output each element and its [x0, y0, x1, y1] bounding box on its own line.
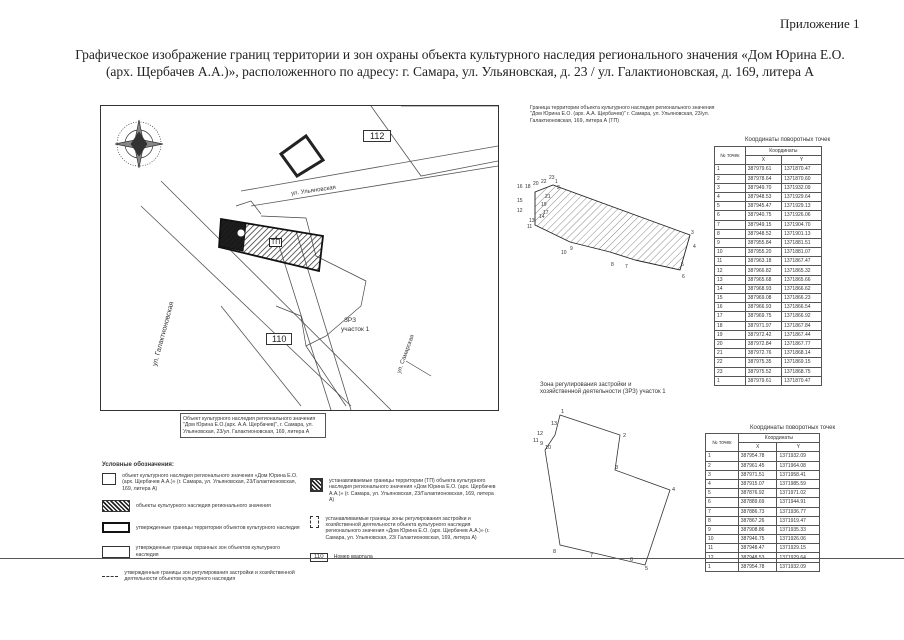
tp-pt-8: 8 [611, 262, 614, 268]
page-divider [0, 558, 904, 559]
tp-pt-13: 13 [529, 218, 535, 224]
tp-pt-5: 5 [681, 262, 684, 268]
street-samarskaya: ул. Самарская [396, 334, 416, 375]
tp-pt-10: 10 [561, 250, 567, 256]
tp-cell-x: 387948.53 [745, 192, 781, 201]
tp-row [715, 174, 822, 183]
tp-row [715, 275, 822, 284]
object-marker [237, 229, 245, 237]
legend-text-6: устанавливаемые границы территории (ТП) объекта культурного наследия регионального значения «Дом Юрина Е.О. (арх. Щербачев А.А.)» (г. Самара, ул. Ульяновская, 23/Галактионовская, 169, литера А) [328, 478, 496, 504]
zrz-cell-no: 2 [706, 461, 739, 470]
tp-cell-x: 387940.75 [745, 211, 781, 220]
zrz-cell-x: 387946.75 [738, 535, 777, 544]
tp-row [715, 330, 822, 339]
block-112-label: 112 [363, 130, 391, 142]
tp-row [715, 202, 822, 211]
zrz-cell-y: 1371958.41 [777, 470, 820, 479]
zrz-col-no: № точек [706, 434, 739, 452]
tp-cell-y: 1371866.62 [782, 284, 822, 293]
tp-cell-no: 16 [715, 303, 746, 312]
legend-item-5 [102, 570, 302, 583]
tp-cell-y: 1371866.23 [782, 294, 822, 303]
tp-cell-y: 1371929.13 [782, 202, 822, 211]
zrz-cell-no: 1 [706, 562, 739, 571]
legend-left [102, 473, 302, 583]
legend-item-1 [102, 473, 302, 492]
tp-cell-no: 15 [715, 294, 746, 303]
zrz-cell-no: 9 [706, 525, 739, 534]
tp-cell-x: 387955.84 [745, 238, 781, 247]
legend-text-8: Номер квартала [333, 554, 373, 561]
tp-cell-no: 23 [715, 367, 746, 376]
zrz-row [706, 525, 820, 534]
tp-cell-y: 1371869.15 [782, 358, 822, 367]
zrz-cell-no: 3 [706, 470, 739, 479]
zrz-pt-10: 10 [545, 445, 552, 451]
tp-cell-no: 2 [715, 174, 746, 183]
zrz-pt-11: 11 [533, 438, 539, 444]
tp-cell-no: 19 [715, 330, 746, 339]
legend-heading: Условные обозначения: [102, 462, 174, 468]
zrz-row [706, 489, 820, 498]
tp-pt-15: 15 [517, 198, 523, 204]
tp-cell-no: 14 [715, 284, 746, 293]
tp-pt-9: 9 [570, 246, 573, 252]
main-map [100, 105, 499, 411]
zrz-cell-no: 6 [706, 498, 739, 507]
tp-pt-19: 19 [541, 202, 547, 208]
tp-cell-y: 1371926.06 [782, 211, 822, 220]
tp-cell-x: 387969.75 [745, 312, 781, 321]
tp-row [715, 339, 822, 348]
legend-text-2: объекты культурного наследия регионального значения [136, 503, 271, 510]
zrz-cell-x: 387867.26 [738, 516, 777, 525]
zrz-cell-x: 387886.73 [738, 507, 777, 516]
zrz-cell-no: 4 [706, 479, 739, 488]
tp-row [715, 257, 822, 266]
tp-cell-x: 387975.35 [745, 358, 781, 367]
legend-swatch-tp [102, 522, 130, 533]
tp-cell-no: 12 [715, 266, 746, 275]
object-callout: Объект культурного наследия регионального значения "Дом Юрина Е.О.(арх. А.А. Щербачев)", г. Самара, ул. Ульяновская, 23/ул. Галактионовская, 169, литера А [180, 413, 326, 438]
zrz-pt-9: 9 [540, 441, 544, 447]
zrz-row [706, 452, 820, 461]
zrz-cell-y: 1371929.64 [777, 553, 820, 562]
tp-pt-12: 12 [517, 208, 523, 214]
zrz-cell-y: 1371985.59 [777, 479, 820, 488]
map-drawing [101, 106, 498, 410]
zrz-cell-x: 387915.07 [738, 479, 777, 488]
tp-cell-no: 5 [715, 202, 746, 211]
tp-pt-20: 20 [533, 181, 539, 187]
tp-pt-22: 22 [541, 179, 547, 185]
zrz-pt-6: 6 [630, 557, 634, 563]
tp-row [715, 284, 822, 293]
tp-cell-y: 1371867.47 [782, 257, 822, 266]
tp-cell-y: 1371932.09 [782, 183, 822, 192]
tp-row [715, 312, 822, 321]
tp-col-x: X [745, 156, 781, 165]
street-galaktionovskaya: ул. Галактионовская [151, 300, 176, 368]
tp-row [715, 266, 822, 275]
zrz-cell-y: 1371919.47 [777, 516, 820, 525]
zrz-cell-y: 1371932.09 [777, 562, 820, 571]
tp-row [715, 248, 822, 257]
zrz-cell-x: 387948.47 [738, 544, 777, 553]
zrz-cell-y: 1371932.09 [777, 452, 820, 461]
compass-rose [115, 120, 163, 168]
legend-swatch-oz [102, 546, 130, 558]
legend-item-4 [102, 545, 302, 558]
tp-cell-no: 8 [715, 229, 746, 238]
zrz-cell-y: 1371944.91 [777, 498, 820, 507]
tp-cell-x: 387969.08 [745, 294, 781, 303]
zrz-col-y: Y [777, 443, 820, 452]
tp-cell-y: 1371868.75 [782, 367, 822, 376]
tp-cell-no: 4 [715, 192, 746, 201]
zrz-pt-8: 8 [553, 549, 557, 555]
zrz-cell-no: 10 [706, 535, 739, 544]
tp-row [715, 192, 822, 201]
zrz-cell-no: 11 [706, 544, 739, 553]
tp-pt-16: 16 [517, 184, 523, 190]
tp-cell-x: 387945.47 [745, 202, 781, 211]
zrz-sub-label: участок 1 [341, 326, 370, 333]
street-ulyanovskaya: ул. Ульяновская [290, 184, 337, 198]
zrz-pt-1: 1 [561, 409, 565, 415]
tp-cell-no: 13 [715, 275, 746, 284]
tp-cell-no: 20 [715, 339, 746, 348]
tp-cell-no: 21 [715, 349, 746, 358]
tp-pt-14: 14 [539, 214, 545, 220]
tp-col-y: Y [782, 156, 822, 165]
zrz-cell-x: 387971.51 [738, 470, 777, 479]
title-line-1: Графическое изображение границ территории и зон охраны объекта культурного наследия регионального значения «Дом Юрина Е.О. [75, 47, 845, 62]
tp-cell-no: 7 [715, 220, 746, 229]
zrz-row [706, 516, 820, 525]
zrz-cell-y: 1371929.15 [777, 544, 820, 553]
zrz-pt-13: 13 [551, 421, 558, 427]
tp-cell-y: 1371904.70 [782, 220, 822, 229]
tp-cell-y: 1371868.14 [782, 349, 822, 358]
legend-swatch-zrz [102, 576, 118, 577]
zrz-diagram [525, 405, 695, 575]
block-110-label: 110 [266, 333, 292, 345]
zrz-pt-3: 3 [615, 465, 619, 471]
tp-row [715, 321, 822, 330]
tp-cell-y: 1371865.66 [782, 275, 822, 284]
zrz-row [706, 479, 820, 488]
zrz-cell-y: 1371935.33 [777, 525, 820, 534]
tp-cell-no: 10 [715, 248, 746, 257]
zrz-pt-12: 12 [537, 431, 544, 437]
tp-row [715, 349, 822, 358]
legend-item-2 [102, 500, 302, 512]
tp-caption: Граница территории объекта культурного наследия регионального значения "Дом Юрина Е.О. (арх. А.А. Щербачев)" г. Самара, ул. Ульяновская, 23/ул. Галактионовская, 169, литера А (ТП) [530, 105, 715, 124]
zrz-table-caption: Координаты поворотных точек [750, 425, 836, 431]
tp-pt-1: 1 [555, 179, 558, 185]
tp-label: ТП [271, 239, 281, 246]
legend-swatch-okn [102, 500, 130, 512]
appendix-label: Приложение 1 [780, 16, 860, 31]
zrz-pt-7: 7 [590, 553, 594, 559]
zrz-cell-y: 1371936.77 [777, 507, 820, 516]
legend-swatch-new-tp [310, 478, 323, 492]
tp-cell-x: 387978.64 [745, 174, 781, 183]
zrz-col-coords: Координаты [738, 434, 819, 443]
tp-row [715, 376, 822, 385]
legend-item-7 [310, 516, 500, 542]
zrz-row [706, 562, 820, 571]
tp-cell-no: 6 [715, 211, 746, 220]
tp-pt-11: 11 [527, 224, 533, 230]
tp-cell-y: 1371866.54 [782, 303, 822, 312]
zrz-cell-no: 12 [706, 553, 739, 562]
zrz-label: ЗРЗ [344, 317, 357, 324]
tp-cell-no: 18 [715, 321, 746, 330]
tp-cell-x: 387965.68 [745, 275, 781, 284]
legend-text-1: объект культурного наследия регионального значения «Дом Юрина Е.О. (арх. Щербачев А.А.)» (г. Самара, ул. Ульяновская, 23/Галактионовская, 169, литера А) [122, 473, 298, 492]
tp-pt-7: 7 [625, 264, 628, 270]
legend-text-3: утвержденные границы территории объектов культурного наследия [136, 524, 300, 531]
tp-cell-no: 22 [715, 358, 746, 367]
tp-row [715, 358, 822, 367]
tp-cell-x: 387972.42 [745, 330, 781, 339]
tp-cell-y: 1371881.51 [782, 238, 822, 247]
zrz-col-x: X [738, 443, 777, 452]
title-line-2: (арх. Щербачев А.А.)», расположенного по адресу: г. Самара, ул. Ульяновская, д. 23 / ул. Галактионовская, д. 169, литера А [105, 64, 815, 79]
tp-pt-4: 4 [693, 244, 696, 250]
zrz-caption-1: Зона регулирования застройки и [540, 382, 632, 388]
tp-cell-no: 11 [715, 257, 746, 266]
tp-cell-no: 1 [715, 165, 746, 174]
zrz-cell-x: 387961.45 [738, 461, 777, 470]
document-title [60, 46, 860, 80]
tp-row [715, 229, 822, 238]
legend-text-4: утвержденные границы охранных зон объектов культурного наследия [135, 545, 280, 558]
tp-row [715, 165, 822, 174]
legend-swatch-object [102, 473, 116, 485]
tp-cell-x: 387975.52 [745, 367, 781, 376]
tp-cell-y: 1371867.84 [782, 321, 822, 330]
legend-text-7: устанавливаемые границы зоны регулирования застройки и хозяйственной деятельности объекта культурного наследия регионального значения «Дом Юрина Е.О. (арх. Щербачев А.А.)» (г. Самара, ул. Ульяновская, 23/ Галактионовская, 169, литера А) [325, 515, 490, 541]
zrz-cell-y: 1371964.08 [777, 461, 820, 470]
zrz-row [706, 535, 820, 544]
tp-row [715, 211, 822, 220]
tp-pt-3: 3 [691, 230, 694, 236]
tp-cell-y: 1371865.32 [782, 266, 822, 275]
tp-cell-x: 387949.70 [745, 183, 781, 192]
zrz-cell-x: 387948.53 [738, 553, 777, 562]
tp-col-coords: Координаты [745, 147, 821, 156]
tp-cell-y: 1371870.60 [782, 174, 822, 183]
zrz-caption-2: хозяйственной деятельности (ЗРЗ) участок 1 [540, 389, 666, 395]
tp-cell-x: 387968.93 [745, 284, 781, 293]
zrz-pt-2: 2 [623, 433, 627, 439]
zrz-cell-no: 7 [706, 507, 739, 516]
zrz-cell-x: 387954.78 [738, 562, 777, 571]
tp-cell-no: 3 [715, 183, 746, 192]
tp-cell-y: 1371929.64 [782, 192, 822, 201]
zrz-cell-x: 387889.69 [738, 498, 777, 507]
tp-cell-y: 1371867.77 [782, 339, 822, 348]
tp-cell-x: 387949.15 [745, 220, 781, 229]
tp-cell-no: 9 [715, 238, 746, 247]
zrz-pt-4: 4 [672, 487, 676, 493]
tp-cell-y: 1371870.47 [782, 165, 822, 174]
zrz-row [706, 470, 820, 479]
tp-cell-x: 387948.52 [745, 229, 781, 238]
tp-pt-2: 2 [557, 185, 560, 191]
tp-row [715, 367, 822, 376]
zrz-cell-x: 387954.78 [738, 452, 777, 461]
zrz-row [706, 544, 820, 553]
legend-text-5: утвержденные границы зон регулирования застройки и хозяйственной деятельности объектов культурного наследия [124, 570, 295, 583]
tp-cell-x: 387972.84 [745, 339, 781, 348]
tp-row [715, 183, 822, 192]
tp-row [715, 294, 822, 303]
tp-coords-table [714, 146, 822, 386]
tp-cell-x: 387966.82 [745, 266, 781, 275]
zrz-cell-no: 1 [706, 452, 739, 461]
legend-item-6 [310, 478, 500, 504]
building-112 [281, 136, 323, 176]
tp-cell-y: 1371867.44 [782, 330, 822, 339]
tp-pt-17: 17 [543, 210, 549, 216]
zrz-row [706, 507, 820, 516]
zrz-cell-x: 387876.92 [738, 489, 777, 498]
tp-cell-x: 387963.18 [745, 257, 781, 266]
legend-right [310, 478, 500, 562]
zrz-cell-no: 5 [706, 489, 739, 498]
tp-cell-y: 1371881.07 [782, 248, 822, 257]
zrz-cell-y: 1371926.06 [777, 535, 820, 544]
tp-cell-y: 1371901.13 [782, 229, 822, 238]
tp-cell-y: 1371866.92 [782, 312, 822, 321]
tp-pt-23: 23 [549, 175, 555, 181]
zrz-row [706, 461, 820, 470]
tp-cell-x: 387979.61 [745, 165, 781, 174]
tp-cell-no: 1 [715, 376, 746, 385]
tp-row [715, 220, 822, 229]
tp-table-caption: Координаты поворотных точек [745, 137, 831, 143]
tp-row [715, 303, 822, 312]
tp-pt-21: 21 [545, 194, 551, 200]
tp-pt-18: 18 [525, 184, 531, 190]
tp-diagram [515, 170, 705, 285]
zrz-cell-no: 8 [706, 516, 739, 525]
legend-block-num: 110 [310, 553, 328, 561]
tp-cell-no: 17 [715, 312, 746, 321]
tp-cell-x: 387979.61 [745, 376, 781, 385]
tp-row [715, 238, 822, 247]
tp-pt-6: 6 [682, 274, 685, 280]
zrz-cell-y: 1371971.02 [777, 489, 820, 498]
zrz-cell-x: 387908.86 [738, 525, 777, 534]
zrz-coords-table [705, 433, 820, 572]
tp-cell-x: 387955.20 [745, 248, 781, 257]
tp-cell-x: 387971.97 [745, 321, 781, 330]
tp-cell-x: 387972.76 [745, 349, 781, 358]
zrz-pt-5: 5 [645, 566, 649, 572]
tp-col-no: № точек [715, 147, 746, 165]
tp-cell-x: 387966.93 [745, 303, 781, 312]
legend-swatch-new-zrz [310, 516, 319, 528]
tp-cell-y: 1371870.47 [782, 376, 822, 385]
legend-item-3 [102, 522, 302, 533]
zrz-row [706, 498, 820, 507]
